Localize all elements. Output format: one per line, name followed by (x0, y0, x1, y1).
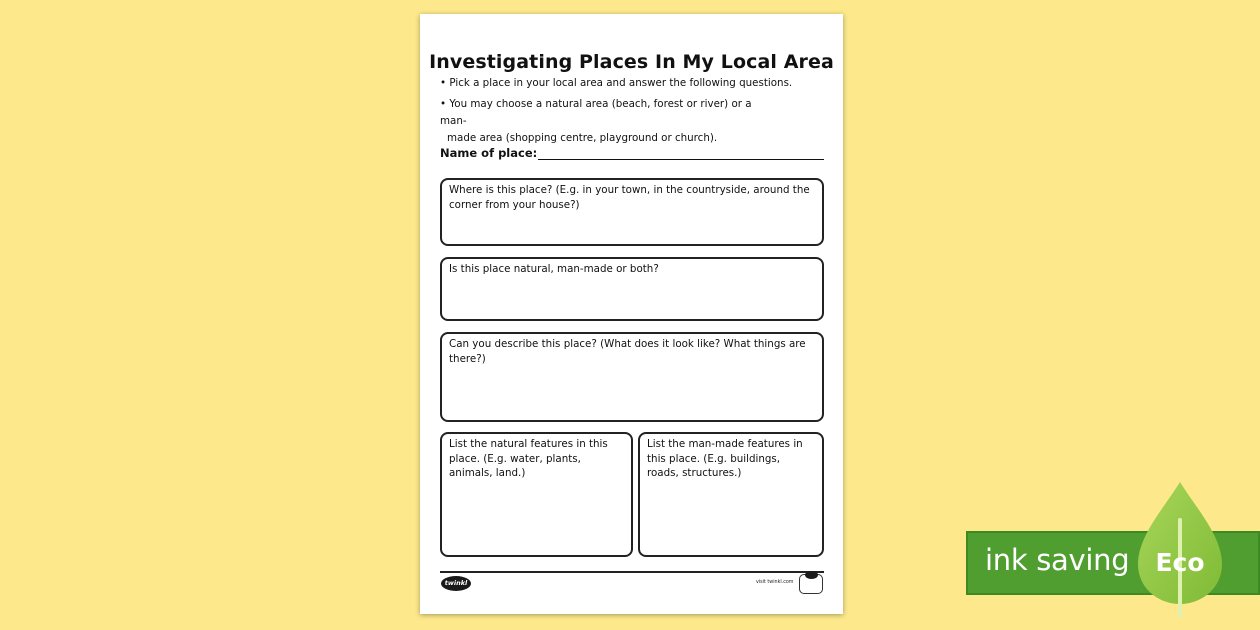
instruction-bullet-2-line-1: • You may choose a natural area (beach, forest or river) or a man- (440, 98, 752, 127)
name-of-place-line[interactable] (538, 147, 824, 160)
twinkl-logo: twinkl (441, 576, 471, 591)
question-box-natural-features[interactable]: List the natural features in this place. (E.g. water, plants, animals, land.) (440, 432, 633, 557)
ink-saving-label: ink saving (985, 543, 1130, 577)
visit-website-text: visit twinkl.com (756, 580, 794, 585)
instruction-bullet-1: • Pick a place in your local area and answer the following questions. (440, 77, 793, 89)
instruction-bullet-2 (440, 96, 780, 147)
name-of-place-label: Name of place: (440, 146, 538, 160)
question-box-man-made-features[interactable]: List the man-made features in this place. (E.g. buildings, roads, structures.) (638, 432, 824, 557)
badge-logo-dot (805, 571, 818, 579)
worksheet-page (420, 14, 843, 614)
instruction-bullet-2-line-2: made area (shopping centre, playground or church). (447, 132, 718, 144)
question-box-natural-or-man-made[interactable]: Is this place natural, man-made or both? (440, 257, 824, 321)
eco-leaf-icon (1136, 480, 1224, 620)
worksheet-title: Investigating Places In My Local Area (429, 51, 834, 73)
name-of-place-field[interactable] (440, 144, 824, 160)
question-box-describe[interactable]: Can you describe this place? (What does it look like? What things are there?) (440, 332, 824, 422)
question-box-location[interactable]: Where is this place? (E.g. in your town, in the countryside, around the corner from your house?) (440, 178, 824, 246)
eco-text: Eco (1155, 548, 1205, 577)
quality-badge-icon (799, 574, 823, 594)
footer-divider (440, 571, 824, 573)
